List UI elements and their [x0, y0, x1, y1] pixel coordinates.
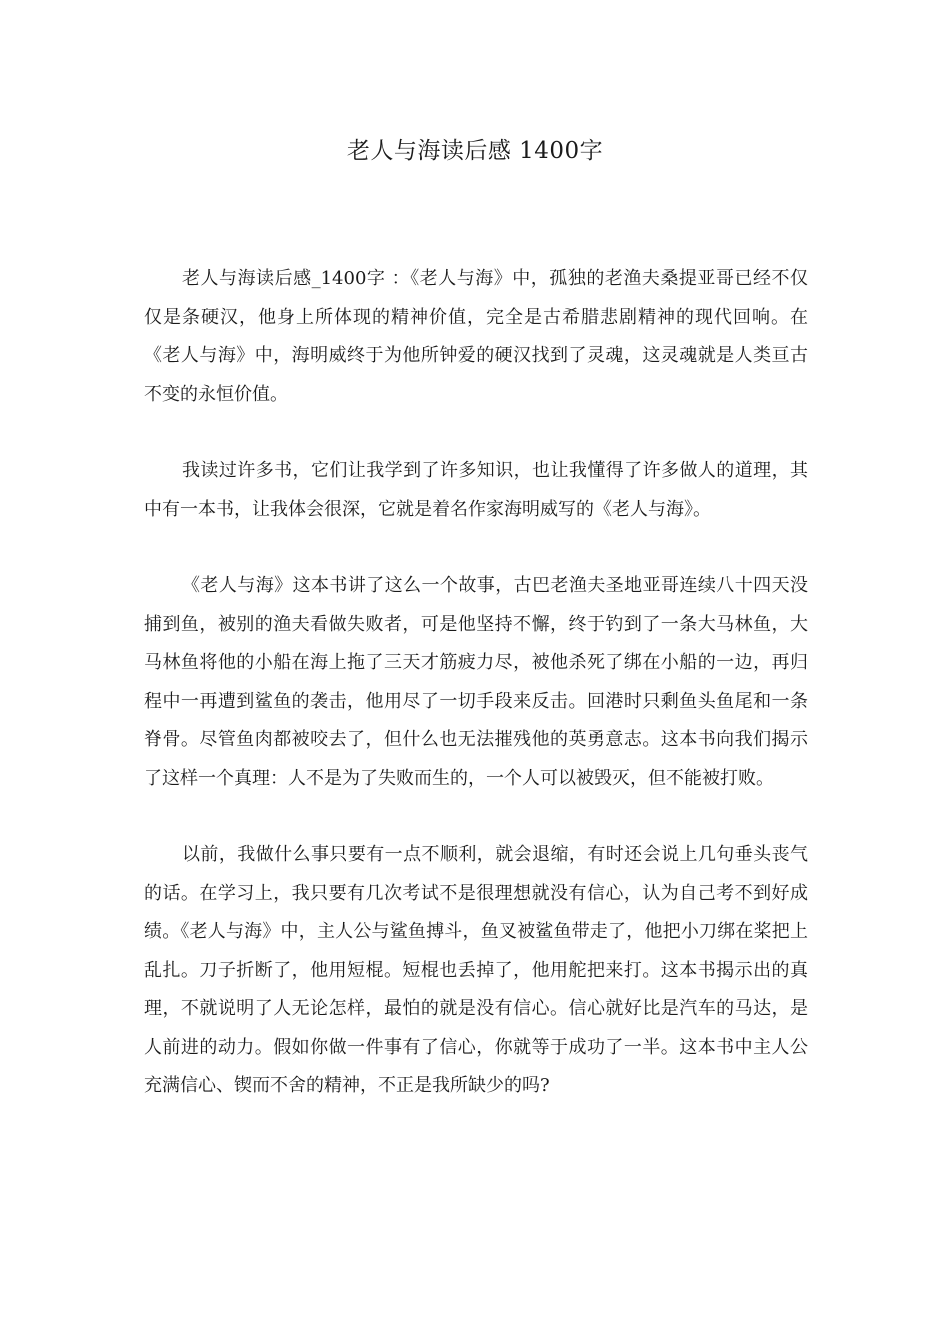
document-title: 老人与海读后感 1400字 — [346, 138, 604, 164]
document-body — [144, 260, 808, 1144]
paragraph-reading: 我读过许多书，它们让我学到了许多知识，也让我懂得了许多做人的道理，其中有一本书，让我体会很深，它就是着名作家海明威写的《老人与海》。 — [144, 460, 808, 520]
paragraph-story: 《老人与海》这本书讲了这么一个故事，古巴老渔夫圣地亚哥连续八十四天没捕到鱼，被别的渔夫看做失败者，可是他坚持不懈，终于钓到了一条大马林鱼，大马林鱼将他的小船在海上拖了三天才筋疲力尽，被他杀死了绑在小船的一边，再归程中一再遭到鲨鱼的袭击，他用尽了一切手段来反击。回港时只剩鱼头鱼尾和一条脊骨。尽管鱼肉都被咬去了，但什么也无法摧残他的英勇意志。这本书向我们揭示了这样一个真理：人不是为了失败而生的，一个人可以被毁灭，但不能被打败。 — [144, 575, 808, 789]
paragraph-intro: 老人与海读后感_1400字 ：《老人与海》中，孤独的老渔夫桑提亚哥已经不仅仅是条硬汉，他身上所体现的精神价值，完全是古希腊悲剧精神的现代回响。在《老人与海》中，海明威终于为他所钟爱的硬汉找到了灵魂，这灵魂就是人类亘古不变的永恒价值。 — [144, 268, 808, 405]
paragraph-reflection: 以前，我做什么事只要有一点不顺利，就会退缩，有时还会说上几句垂头丧气的话。在学习上，我只要有几次考试不是很理想就没有信心，认为自己考不到好成绩。《老人与海》中，主人公与鲨鱼搏斗，鱼叉被鲨鱼带走了，他把小刀绑在桨把上乱扎。刀子折断了，他用短棍。短棍也丢掉了，他用舵把来打。这本书揭示出的真理，不就说明了人无论怎样，最怕的就是没有信心。信心就好比是汽车的马达，是人前进的动力。假如你做一件事有了信心，你就等于成功了一半。这本书中主人公充满信心、锲而不舍的精神，不正是我所缺少的吗? — [144, 844, 808, 1096]
